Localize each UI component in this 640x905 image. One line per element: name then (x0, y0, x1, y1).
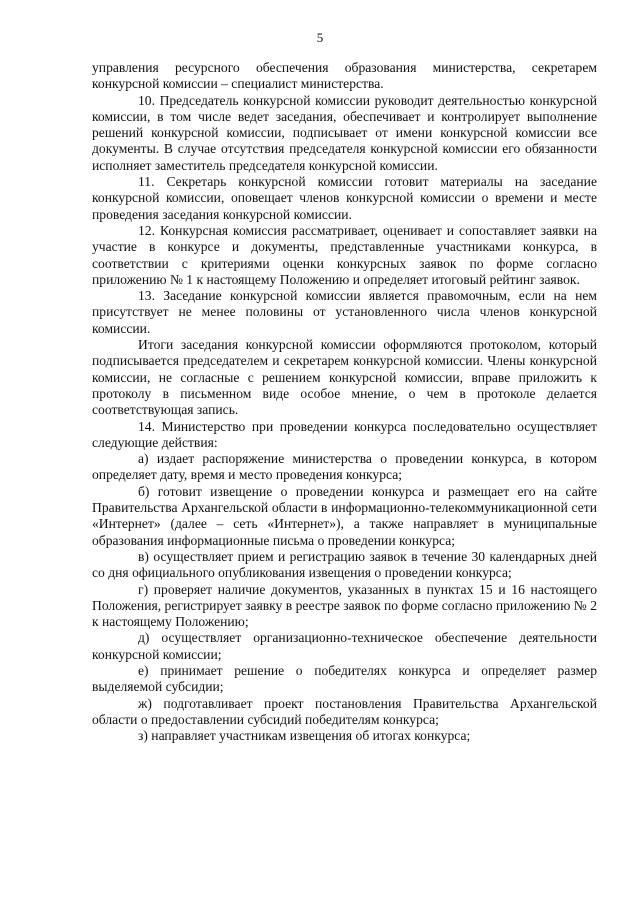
list-item-e: е) принимает решение о победителях конкурса и определяет размер выделяемой субсидии; (92, 662, 597, 695)
paragraph-clause-10: 10. Председатель конкурсной комиссии руководит деятельностью конкурсной комиссии, в том числе ведет заседания, обеспечивает и контролирует выполнение решений конкурсной комиссии, подписывает от имени конкурсной комиссии все документы. В случае отсутствия председателя конкурсной комиссии его обязанности исполняет заместитель председателя конкурсной комиссии. (92, 92, 597, 173)
list-item-a: а) издает распоряжение министерства о проведении конкурса, в котором определяет дату, время и место проведения конкурса; (92, 451, 597, 483)
page-number: 5 (316, 30, 324, 45)
paragraph-clause-13: 13. Заседание конкурсной комиссии является правомочным, если на нем присутствует не менее половины от установленного числа членов конкурсной комиссии. (92, 288, 597, 336)
paragraph-clause-12: 12. Конкурсная комиссия рассматривает, оценивает и сопоставляет заявки на участие в конкурсе и документы, представленные участниками конкурса, в соответствии с критериями оценки конкурсных заявок по форме согласно приложению № 1 к настоящему Положению и определяет итоговый рейтинг заявок. (92, 222, 597, 287)
paragraph-clause-11: 11. Секретарь конкурсной комиссии готовит материалы на заседание конкурсной комиссии, оповещает членов конкурсной комиссии о времени и месте проведения заседания конкурсной комиссии. (92, 174, 597, 222)
paragraph-meeting-results: Итоги заседания конкурсной комиссии оформляются протоколом, который подписывается председателем и секретарем конкурсной комиссии. Члены конкурсной комиссии, не согласные с решением конкурсной комиссии, вправе приложить к протоколу в письменном виде особое мнение, о чем в протоколе делается соответствующая запись. (92, 337, 597, 418)
paragraph-clause-14: 14. Министерство при проведении конкурса последовательно осуществляет следующие действия: (92, 418, 597, 450)
list-item-zh: ж) подготавливает проект постановления Правительства Архангельской области о предоставлении субсидий победителям конкурса; (92, 695, 597, 727)
paragraph-continuation: управления ресурсного обеспечения образования министерства, секретарем конкурсной комиссии – специалист министерства. (92, 60, 597, 92)
list-item-g: г) проверяет наличие документов, указанных в пунктах 15 и 16 настоящего Положения, регистрирует заявку в реестре заявок по форме согласно приложению № 2 к настоящему Положению; (92, 581, 597, 630)
list-item-z: з) направляет участникам извещения об итогах конкурса; (138, 728, 471, 744)
list-item-v: в) осуществляет прием и регистрацию заявок в течение 30 календарных дней со дня официального опубликования извещения о проведении конкурса; (92, 548, 597, 581)
list-item-d: д) осуществляет организационно-техническое обеспечение деятельности конкурсной комиссии; (92, 630, 597, 662)
list-item-b: б) готовит извещение о проведении конкурса и размещает его на сайте Правительства Архангельской области в информационно-телекоммуникационной сети «Интернет» (далее – сеть «Интернет»), а также направляет в муниципальные образования информационные письма о проведении конкурса; (92, 483, 597, 548)
document-body (92, 60, 597, 744)
